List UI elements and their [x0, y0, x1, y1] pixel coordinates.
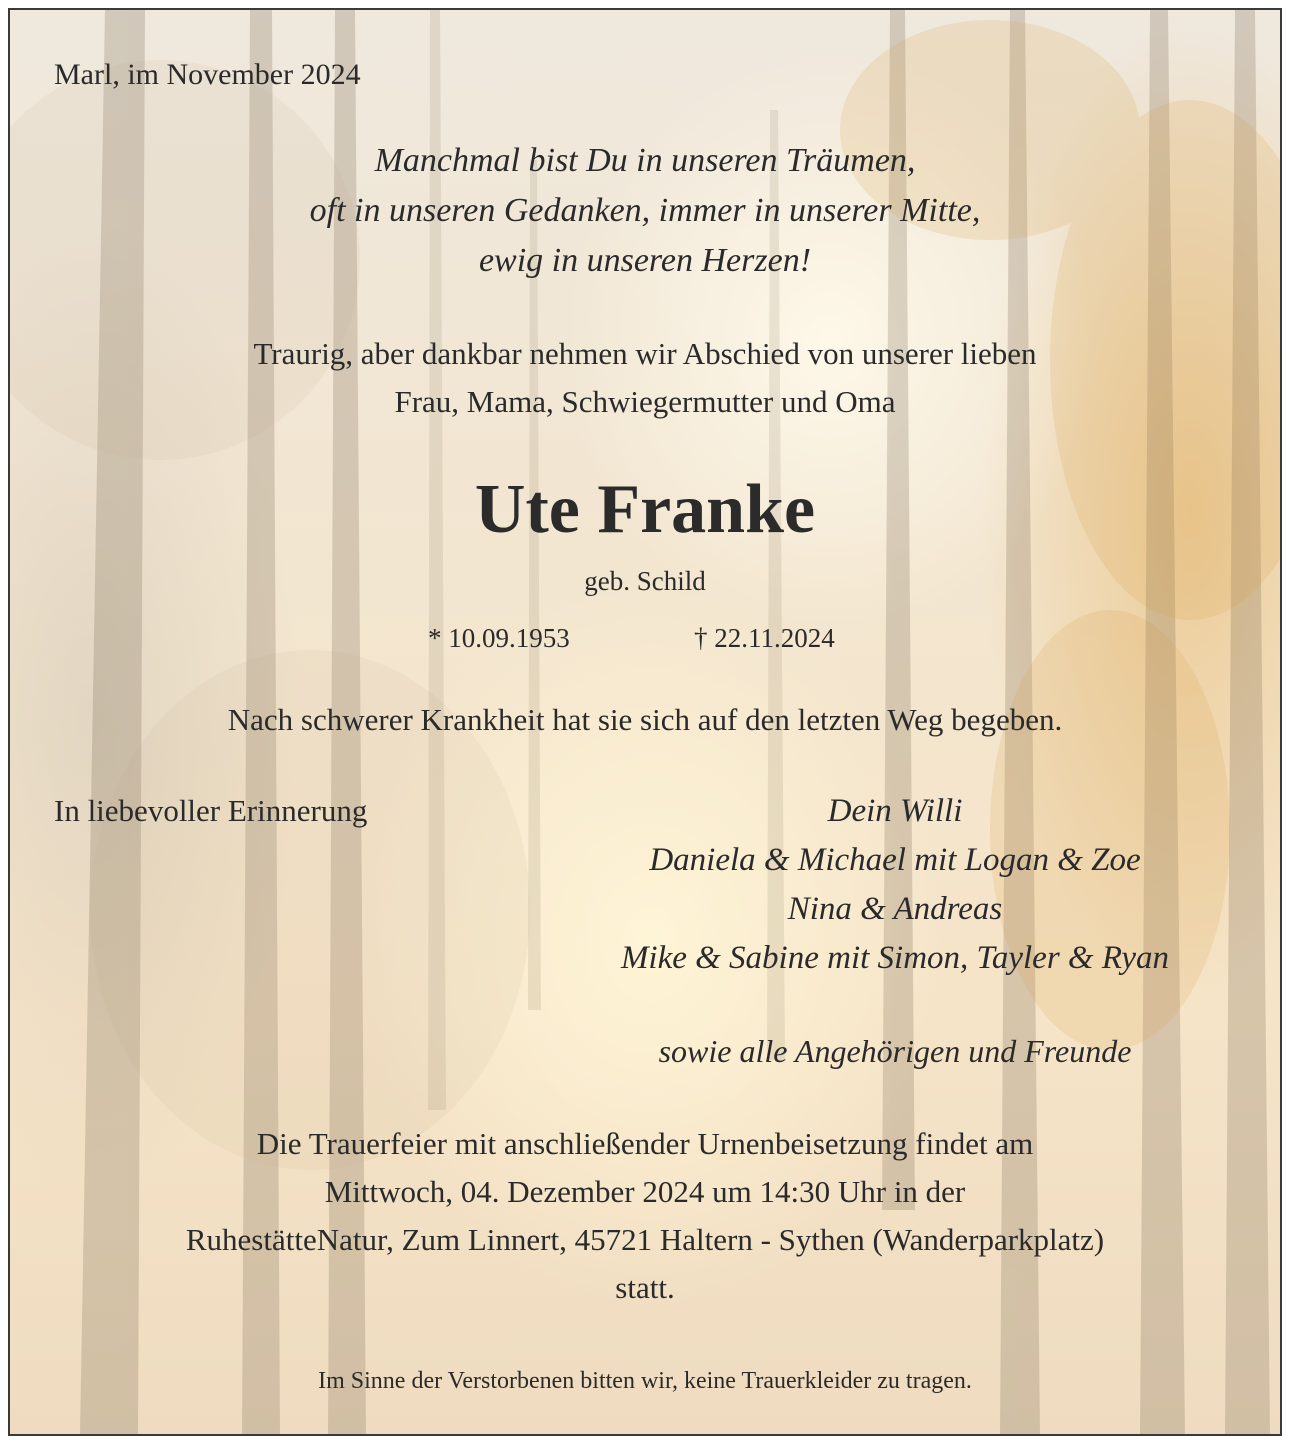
- death-date: † 22.11.2024: [694, 623, 835, 653]
- ceremony-line-3: RuhestätteNatur, Zum Linnert, 45721 Haltern - Sythen (Wanderparkplatz): [185, 1222, 1105, 1257]
- ceremony-line-2: Mittwoch, 04. Dezember 2024 um 14:30 Uhr in der: [324, 1174, 966, 1209]
- place-date: Marl, im November 2024: [54, 58, 361, 91]
- deceased-name: Ute Franke: [474, 471, 816, 548]
- quote-line-3: ewig in unseren Herzen!: [478, 242, 812, 279]
- mourner-line-3: Nina & Andreas: [787, 891, 1003, 927]
- mourning-dress-request: Im Sinne der Verstorbenen bitten wir, keine Trauerkleider zu tragen.: [318, 1368, 972, 1394]
- mourner-line-4: Mike & Sabine mit Simon, Tayler & Ryan: [620, 940, 1170, 976]
- ceremony-line-4: statt.: [615, 1270, 675, 1305]
- maiden-name: geb. Schild: [584, 566, 706, 596]
- ceremony-line-1: Die Trauerfeier mit anschließender Urnenbeisetzung findet am: [256, 1126, 1034, 1161]
- statement: Nach schwerer Krankheit hat sie sich auf den letzten Weg begeben.: [227, 702, 1063, 737]
- quote-line-2: oft in unseren Gedanken, immer in unserer Mitte,: [309, 192, 981, 229]
- intro-line-1: Traurig, aber dankbar nehmen wir Abschied von unserer lieben: [253, 336, 1037, 371]
- intro-line-2: Frau, Mama, Schwiegermutter und Oma: [394, 384, 896, 419]
- mourners-list: [580, 793, 1210, 989]
- mourner-line-1: Dein Willi: [827, 793, 963, 829]
- mourner-line-2: Daniela & Michael mit Logan & Zoe: [649, 842, 1141, 878]
- birth-date: * 10.09.1953: [428, 623, 570, 653]
- memory-label: In liebevoller Erinnerung: [54, 793, 368, 828]
- obituary-card: [8, 8, 1282, 1436]
- quote-line-1: Manchmal bist Du in unseren Träumen,: [374, 142, 916, 179]
- others-line: sowie alle Angehörigen und Freunde: [658, 1033, 1132, 1069]
